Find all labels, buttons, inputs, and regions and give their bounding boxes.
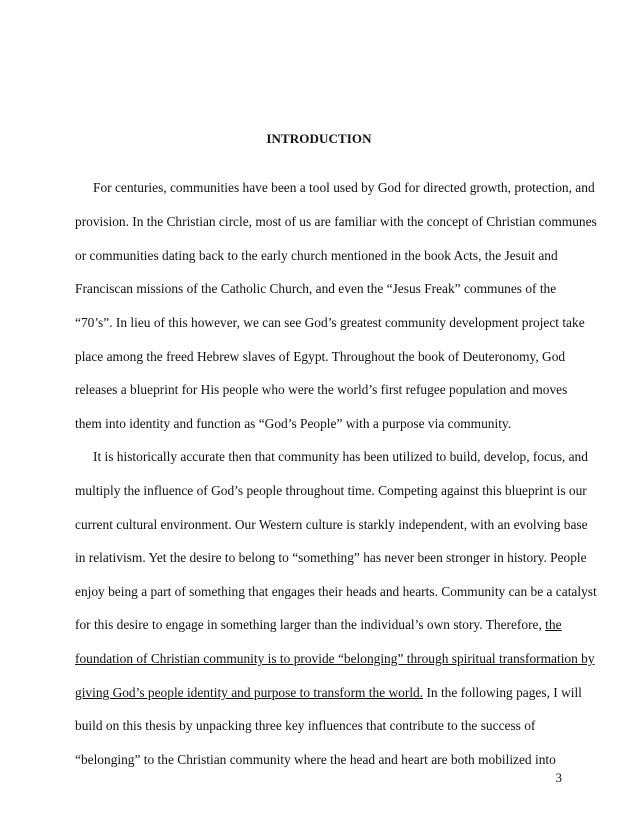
thesis-underlined-text: giving God’s people identity and purpose to transform the world. bbox=[75, 685, 424, 700]
paragraph-line: Franciscan missions of the Catholic Church, and even the “Jesus Freak” communes of the bbox=[75, 281, 557, 296]
paragraph-line: build on this thesis by unpacking three key influences that contribute to the success of bbox=[75, 718, 536, 733]
paragraph-line bbox=[75, 617, 562, 633]
paragraph-line: in relativism. Yet the desire to belong to “something” has never been stronger in history. People bbox=[75, 550, 587, 565]
paragraph-line: or communities dating back to the early church mentioned in the book Acts, the Jesuit and bbox=[75, 248, 558, 263]
paragraph-line: enjoy being a part of something that engages their heads and hearts. Community can be a catalyst bbox=[75, 584, 597, 599]
thesis-underlined-text: the bbox=[545, 617, 562, 632]
page-number: 3 bbox=[555, 770, 562, 785]
section-heading: INTRODUCTION bbox=[266, 131, 372, 146]
thesis-underlined-line: foundation of Christian community is to provide “belonging” through spiritual transformation by bbox=[75, 651, 595, 666]
paragraph-line: releases a blueprint for His people who were the world’s first refugee population and moves bbox=[75, 382, 568, 397]
paragraph-line: them into identity and function as “God’s People” with a purpose via community. bbox=[75, 416, 512, 431]
paragraph-line: It is historically accurate then that community has been utilized to build, develop, focus, and bbox=[93, 449, 588, 464]
paragraph-line: “belonging” to the Christian community where the head and heart are both mobilized into bbox=[75, 752, 556, 767]
paragraph-line: For centuries, communities have been a tool used by God for directed growth, protection, and bbox=[93, 180, 595, 195]
paragraph-line: place among the freed Hebrew slaves of Egypt. Throughout the book of Deuteronomy, God bbox=[75, 349, 566, 364]
paragraph-line: “70’s”. In lieu of this however, we can see God’s greatest community development project take bbox=[75, 315, 585, 330]
line-text: for this desire to engage in something larger than the individual’s own story. Therefore, bbox=[75, 617, 546, 632]
line-text: In the following pages, I will bbox=[423, 685, 582, 700]
paragraph-line bbox=[75, 685, 582, 701]
paragraph-line: provision. In the Christian circle, most of us are familiar with the concept of Christian communes bbox=[75, 214, 597, 229]
paragraph-line: current cultural environment. Our Western culture is starkly independent, with an evolving base bbox=[75, 517, 588, 532]
paragraph-line: multiply the influence of God’s people throughout time. Competing against this blueprint is our bbox=[75, 483, 587, 498]
